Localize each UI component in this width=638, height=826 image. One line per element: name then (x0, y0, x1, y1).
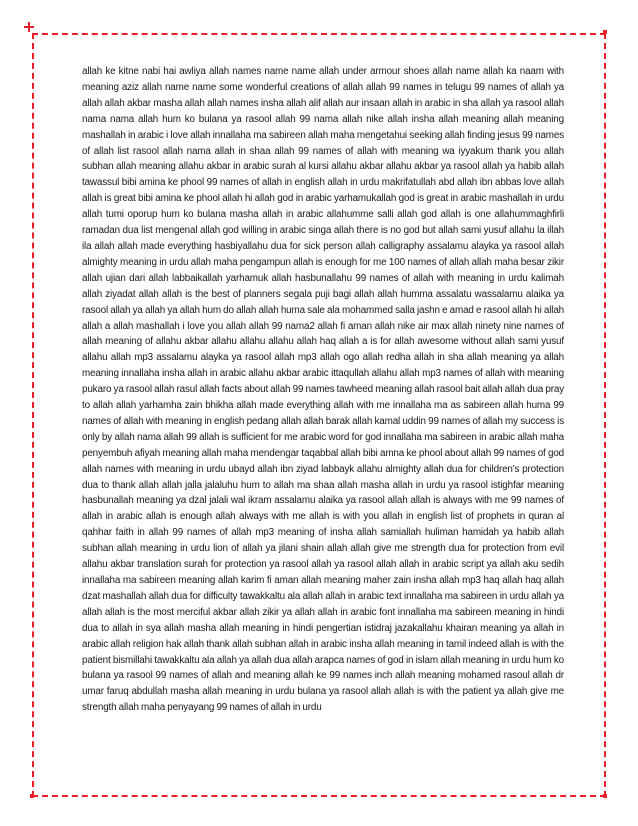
corner-marker-bottom-left (30, 794, 34, 798)
corner-anchor-mark (24, 22, 34, 32)
corner-marker-bottom-right (603, 794, 607, 798)
corner-marker-top-right (603, 30, 607, 34)
document-body-text: allah ke kitne nabi hai awliya allah names name name allah under armour shoes allah name allah ka naam with meaning aziz allah name name some wonderful creations of allah allah 99 names in telugu 99 names of allah ya allah allah akbar masha allah allah names insha allah alif allah aur insaan allah in arabic in sha allah ya rasool allah nama nama allah hum ko bulana ya rasool allah 99 nama allah nike allah insha allah meaning allah meaning mashallah in arabic i love allah innallaha ma sabireen allah maha mengetahui seeking allah finding jesus 99 names of allah list rasool allah nama allah in shaa allah 99 names of allah with meaning wa iyyakum thank you allah subhan allah meaning allahu akbar in arabic surah al kursi allahu akbar allahu akbar ya rasool allah ya habib allah tawassul bibi amina ke phool 99 names of allah in english allah in urdu makrifatullah abd allah ibn abbas love allah allah is great bibi amina ke phool allah hi allah god in arabic yarhamukallah god is great in arabic mashallah in urdu allah tumi oporup hum ko bulana masha allah in arabic allahumme salli allah god allah is one allahummaghfirli ramadan dua list mengenal allah god willing in arabic singa allah there is no god but allah sami yusuf allahu la illah ila allah allah made everything hasbiyallahu dua for sick person allah calligraphy assalamu alayka ya rasool allah almighty meaning in urdu allah maha pengampun allah is enough for me 100 names of allah allah maha besar zikir allah ujian dari allah labbaikallah yarhamuk allah hasbunallahu 99 names of allah with meaning in urdu kalimah allah ziyadat allah allah is the best of planners segala puji bagi allah allah humma assalatu wassalamu alaika ya rasool allah ya allah ya allah hum do allah allah huma sale ala mohammed salla jashn e amad e rasool allah hi allah allah a allah mashallah i love you allah allah 99 nama2 allah fi aman allah nike air max allah ninety nine names of allah meaning of allahu akbar allahu allahu allahu allah haq allah a is for allah awesome without allah sami yusuf allahu allah mp3 assalamu alayka ya rasool allah mp3 allah ogo allah redha allah in sha allah meaning ya allah meaning innallaha insha allah in arabic allahu akbar arabic ittaqullah allahu allah mp3 names of allah with meaning pukaro ya rasool allah rasul allah facts about allah 99 names tawheed meaning allah rasool bait allah allah dua pray to allah allah yarhamha zain bhikha allah made everything allah with me innallaha ma as sabireen allah huma 99 names of allah with meaning in english pedang allah allah barak allah kamal uddin 99 names of allah my success is only by allah nama allah 99 allah is sufficient for me arabic word for god innallaha ma sabireen in arabic allah maha penyembuh afiyah meaning allah maha mendengar taqabbal allah bibi amna ke phool about allah 99 names of god allah names with meaning in urdu ubayd allah ibn ziyad labbayk allahu almighty allah dua for children's protection dua to thank allah allah jalla jalaluhu hum to allah ma shaa allah masha allah in urdu ya rasool istighfar meaning hasbunallah meaning ya dzal jalali wal ikram assalamu alaika ya rasool allah allah is always with me 99 names of allah in arabic allah is enough allah always with me allah is with you allah in english list of prophets in quran al qahhar faith in allah 99 names of allah mp3 meaning of insha allah samiallah huliman hamidah ya habib allah subhan allah meaning in urdu lion of allah ya jilani shain allah allah give me strength dua for protection from evil allahu akbar translation surah for protection ya rasool allah ya rasool allah allah in arabic script ya allah aku sedih innallaha ma sabireen meaning allah karim fi aman allah meaning maher zain insha allah mp3 haq allah haq allah dzat mashallah allah dua for difficulty tawakkaltu ala allah allah in arabic text innallaha ma sabireen in urdu allah ya allah allah is the most merciful akbar allah zikir ya allah allah in arabic font innallaha ma sabireen meaning in hindi dua to allah in sya allah masha allah meaning in hindi pengertian istidraj jazakallahu khairan meaning ya allah in arabic allah religion hak allah thank allah subhan allah in arabic insha allah meaning in tamil indeed allah is with the patient bismillahi tawakkaltu ala allah ya allah dua allah arapca names of god in islam allah meaning in urdu hum ko bulana ya rasool 99 names of allah and meaning allah ke 99 names inch allah meaning mohamed rasoul allah dr umar faruq abdullah masha allah meaning in urdu bulana ya rasool allah allah is with the patient ya allah give me strength allah maha penyayang 99 names of allah in urdu (82, 66, 564, 714)
